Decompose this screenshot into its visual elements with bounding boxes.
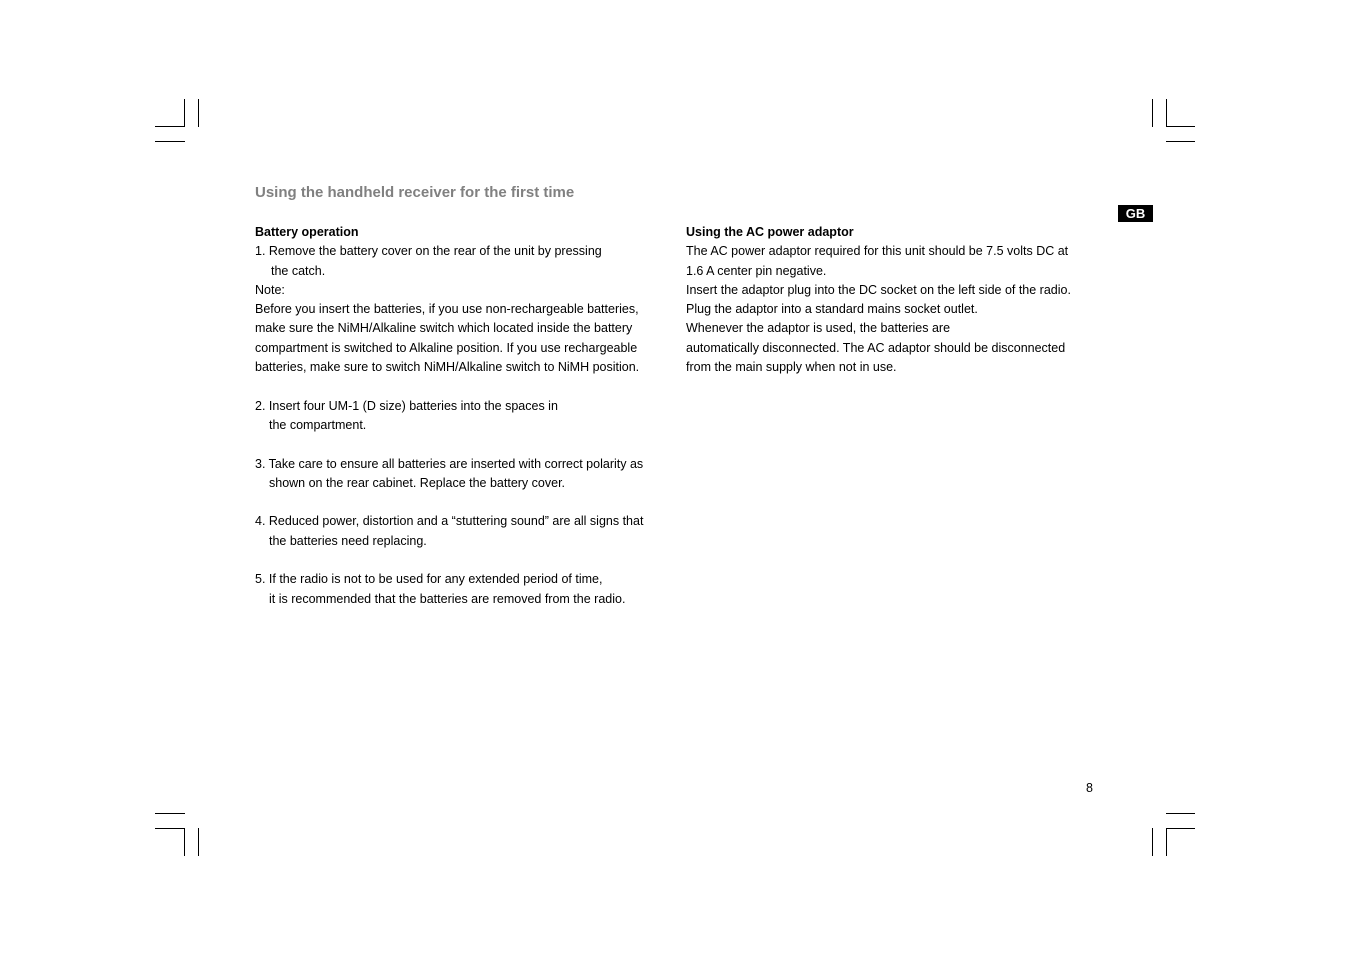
text-line: it is recommended that the batteries are removed from the radio. <box>269 591 626 606</box>
crop-mark <box>198 828 199 856</box>
text-line: 1.6 A center pin negative. <box>686 263 827 278</box>
text-line: Before you insert the batteries, if you use non-rechargeable batteries, <box>255 302 639 317</box>
crop-mark <box>184 99 185 127</box>
text-line: the catch. <box>271 263 326 278</box>
text-line: automatically disconnected. The AC adaptor should be disconnected <box>686 340 1066 355</box>
text-line: Note: <box>255 282 285 297</box>
crop-mark <box>198 99 199 127</box>
text-line: 1. Remove the battery cover on the rear of the unit by pressing <box>255 244 602 259</box>
page-number: 8 <box>1086 781 1093 795</box>
text-line: 4. Reduced power, distortion and a “stuttering sound” are all signs that <box>255 514 644 529</box>
text-line: The AC power adaptor required for this unit should be 7.5 volts DC at <box>686 244 1069 259</box>
text-line: Insert the adaptor plug into the DC socket on the left side of the radio. <box>686 282 1071 297</box>
crop-mark <box>155 141 185 142</box>
text-line: the batteries need replacing. <box>269 533 427 548</box>
blank-line <box>255 435 675 454</box>
text-line: make sure the NiMH/Alkaline switch which located inside the battery <box>255 321 633 336</box>
text-line: batteries, make sure to switch NiMH/Alkaline switch to NiMH position. <box>255 360 640 375</box>
section-heading: Battery operation <box>255 225 359 239</box>
crop-mark <box>1166 126 1195 127</box>
crop-mark <box>155 126 185 127</box>
crop-mark <box>155 813 185 814</box>
crop-mark <box>1166 99 1167 127</box>
crop-mark <box>1166 141 1195 142</box>
page-title: Using the handheld receiver for the first time <box>255 184 575 201</box>
text-line: compartment is switched to Alkaline position. If you use rechargeable <box>255 340 638 355</box>
crop-mark <box>1166 828 1167 856</box>
blank-line <box>255 377 675 396</box>
section-heading: Using the AC power adaptor <box>686 225 854 239</box>
text-line: shown on the rear cabinet. Replace the battery cover. <box>269 475 566 490</box>
text-line: from the main supply when not in use. <box>686 360 897 375</box>
text-line: 5. If the radio is not to be used for any extended period of time, <box>255 572 603 587</box>
text-line: the compartment. <box>269 417 367 432</box>
crop-mark <box>1152 828 1153 856</box>
text-line: Whenever the adaptor is used, the batteries are <box>686 321 951 336</box>
crop-mark <box>184 828 185 856</box>
blank-line <box>255 493 675 512</box>
language-badge: GB <box>1118 205 1153 222</box>
crop-mark <box>1152 99 1153 127</box>
battery-operation-section <box>255 223 675 609</box>
text-line: 2. Insert four UM-1 (D size) batteries into the spaces in <box>255 398 558 413</box>
crop-mark <box>1166 813 1195 814</box>
text-line: Plug the adaptor into a standard mains socket outlet. <box>686 302 978 317</box>
text-line: 3. Take care to ensure all batteries are inserted with correct polarity as <box>255 456 644 471</box>
ac-power-adaptor-section <box>686 223 1106 377</box>
crop-mark <box>1166 828 1195 829</box>
blank-line <box>255 551 675 570</box>
crop-mark <box>155 828 185 829</box>
